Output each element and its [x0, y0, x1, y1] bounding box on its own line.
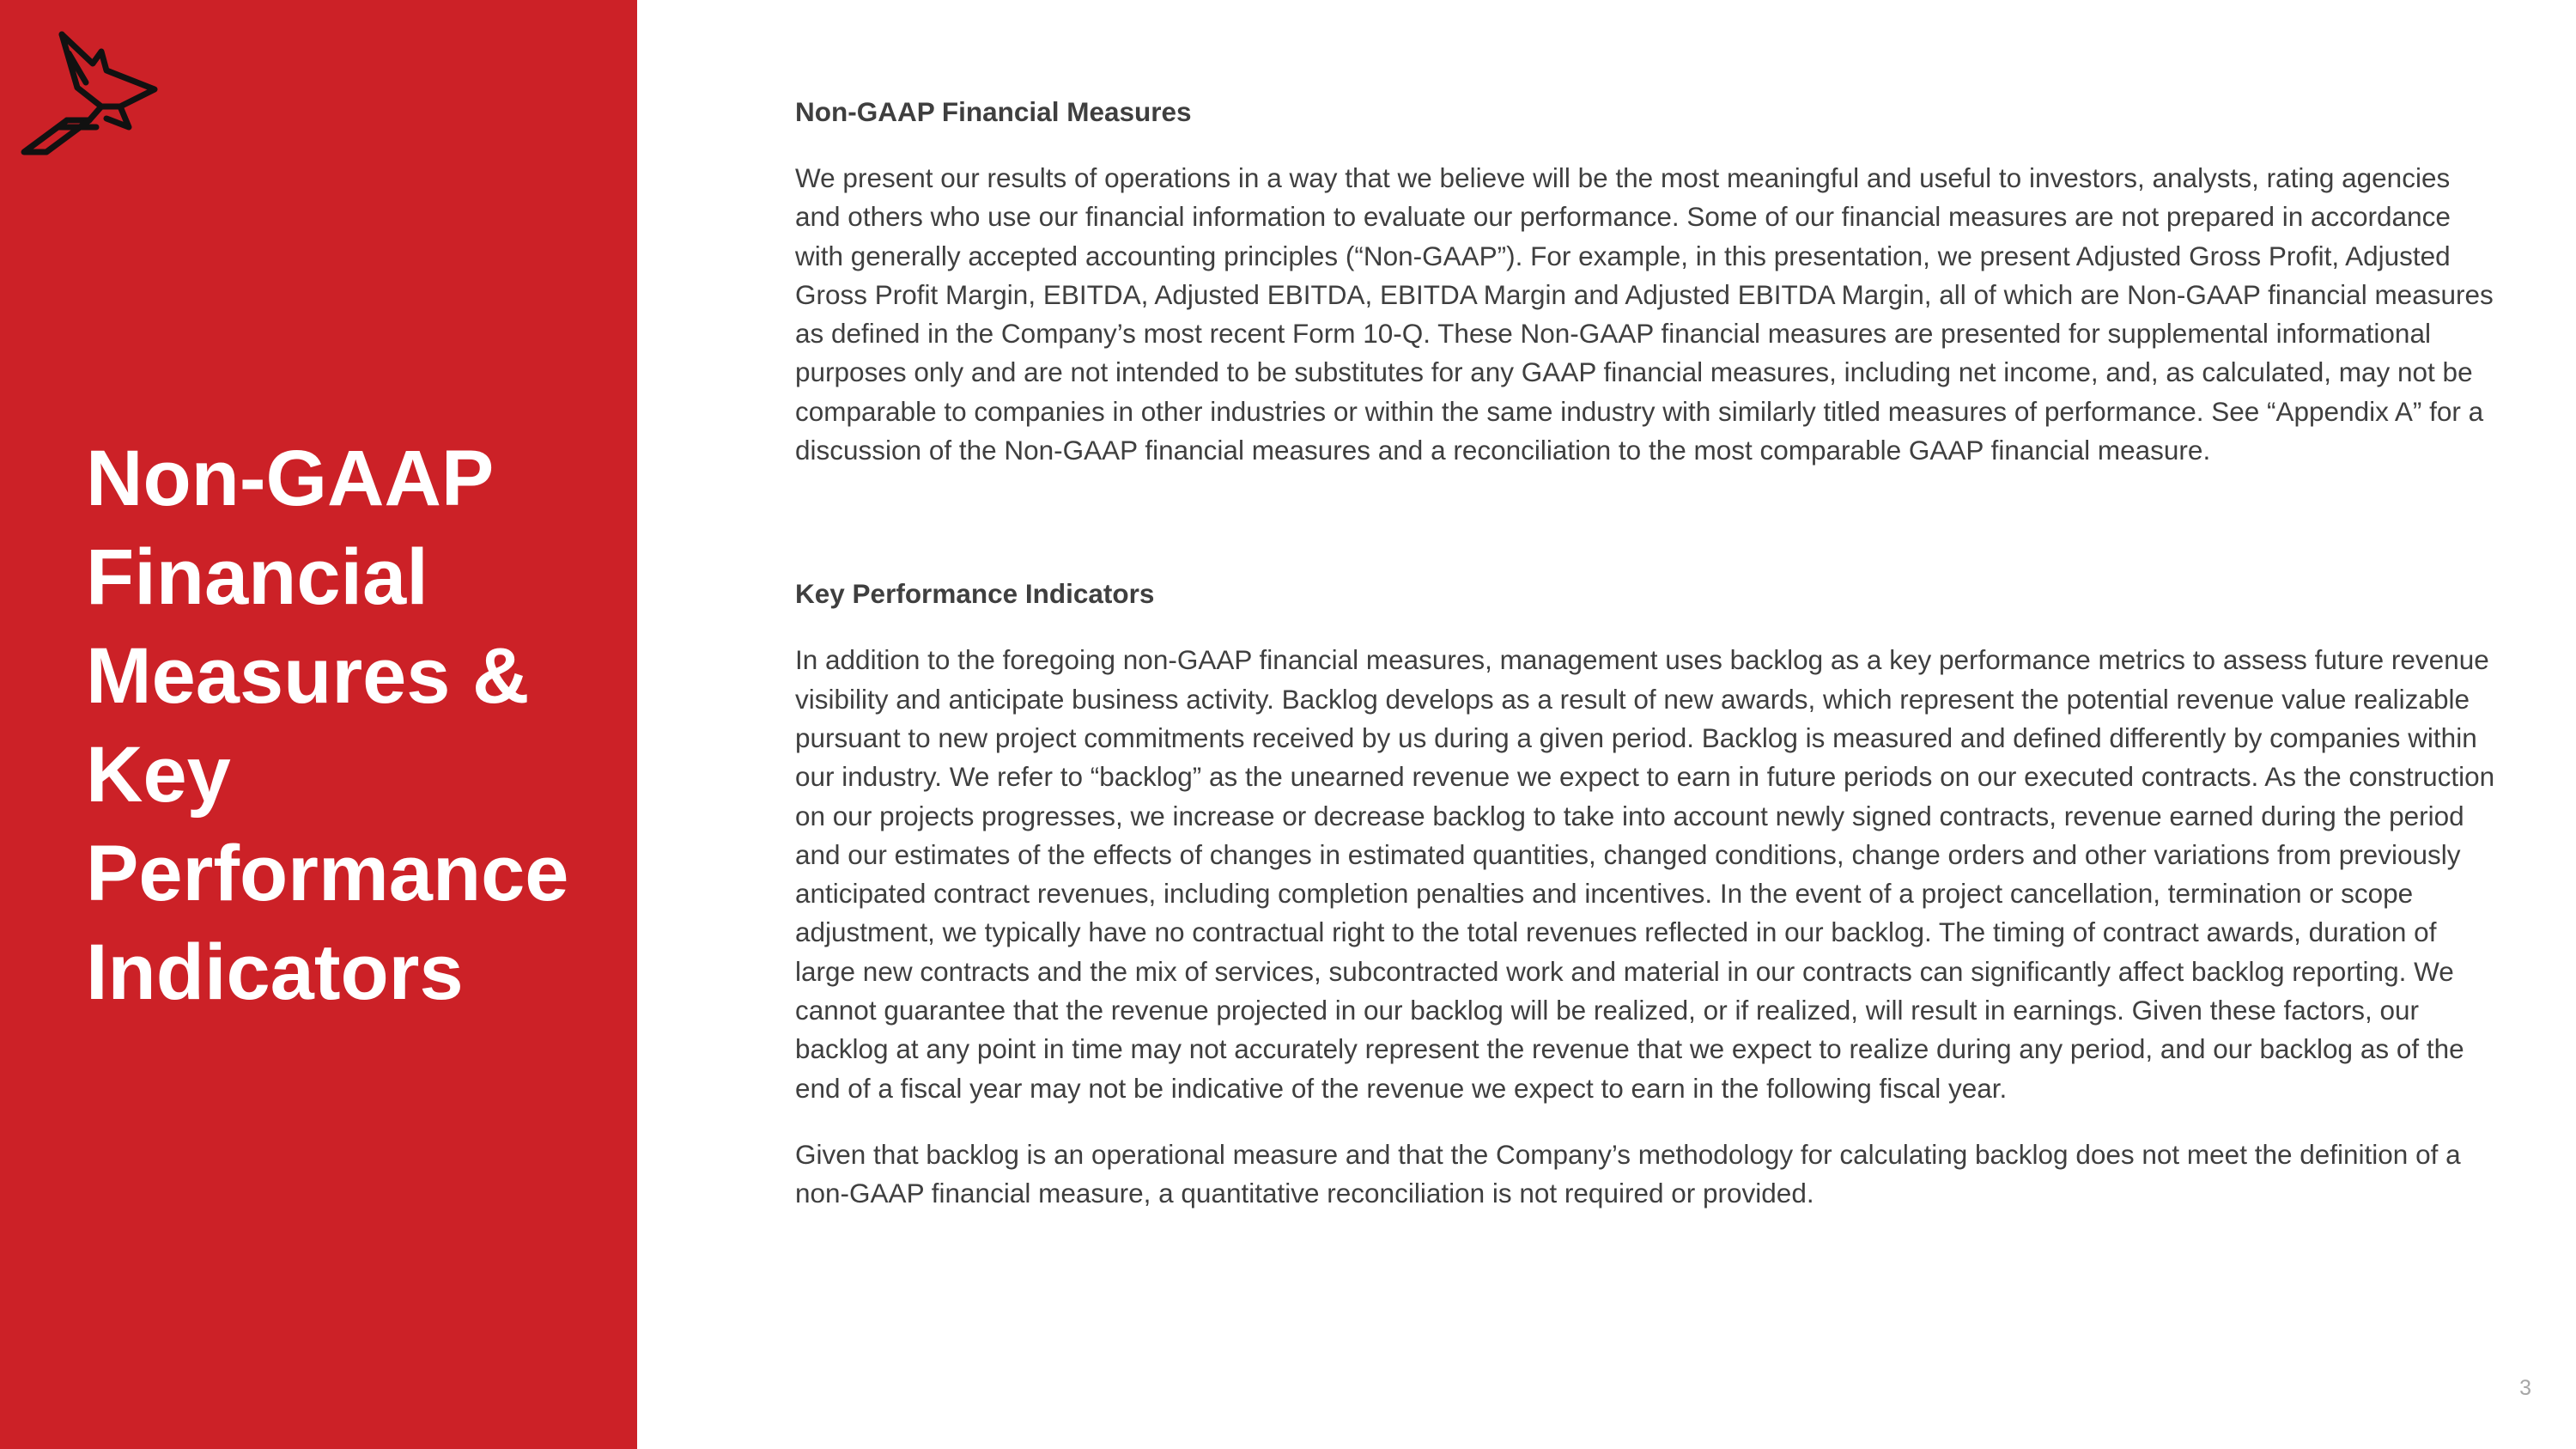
main-content	[795, 93, 2495, 1241]
page-title: Non-GAAP Financial Measures & Key Performance Indicators	[86, 435, 569, 1016]
section-heading-non-gaap: Non-GAAP Financial Measures	[795, 96, 1192, 127]
section-heading-kpi: Key Performance Indicators	[795, 578, 1155, 610]
non-gaap-paragraph: We present our results of operations in a way that we believe will be the most meaningful and useful to investors, analysts, rating agencies and others who use our financial information to evaluate our performance. Some of our financial measures are not prepared in accordance with generally accepted accounting principles (“Non-GAAP”). For example, in this presentation, we present Adjusted Gross Profit, Adjusted Gross Profit Margin, EBITDA, Adjusted EBITDA, EBITDA Margin and Adjusted EBITDA Margin, all of which are Non-GAAP financial measures as defined in the Company’s most recent Form 10-Q. These Non-GAAP financial measures are presented for supplemental informational purposes only and are not intended to be substitutes for any GAAP financial measures, including net income, and, as calculated, may not be comparable to companies in other industries or within the same industry with similarly titled measures of performance. See “Appendix A” for a discussion of the Non-GAAP financial measures and a reconciliation to the most comparable GAAP financial measure.	[795, 162, 2494, 466]
sidebar-panel	[0, 0, 637, 1449]
kpi-paragraph-2: Given that backlog is an operational measure and that the Company’s methodology for calculating backlog does not meet the definition of a non-GAAP financial measure, a quantitative reconciliation is not required or provided.	[795, 1138, 2461, 1209]
section-spacer	[795, 497, 2495, 575]
kpi-paragraph-1: In addition to the foregoing non-GAAP financial measures, management uses backlog as a key performance metrics to assess future revenue visibility and anticipate business activity. Backlog develops as a result of new awards, which represent the potential revenue value realizable pursuant to new project commitments received by us during a given period. Backlog is measured and defined differently by companies within our industry. We refer to “backlog” as the unearned revenue we expect to earn in future periods on our executed contracts. As the construction on our projects progresses, we increase or decrease backlog to take into account newly signed contracts, revenue earned during the period and our estimates of the effects of changes in estimated quantities, changed conditions, change orders and other variations from previously anticipated contract revenues, including completion penalties and incentives. In the event of a project cancellation, termination or scope adjustment, we typically have no contractual right to the total revenues reflected in our backlog. The timing of contract awards, duration of large new contracts and the mix of services, subcontracted work and material in our contracts can significantly affect backlog reporting. We cannot guarantee that the revenue projected in our backlog will be realized, or if realized, will result in earnings. Given these factors, our backlog at any point in time may not accurately represent the revenue that we expect to realize during any period, and our backlog as of the end of a fiscal year may not be indicative of the revenue we expect to earn in the following fiscal year.	[795, 644, 2495, 1104]
page-number: 3	[2519, 1376, 2531, 1400]
cardinal-bird-logo-icon	[17, 27, 163, 156]
